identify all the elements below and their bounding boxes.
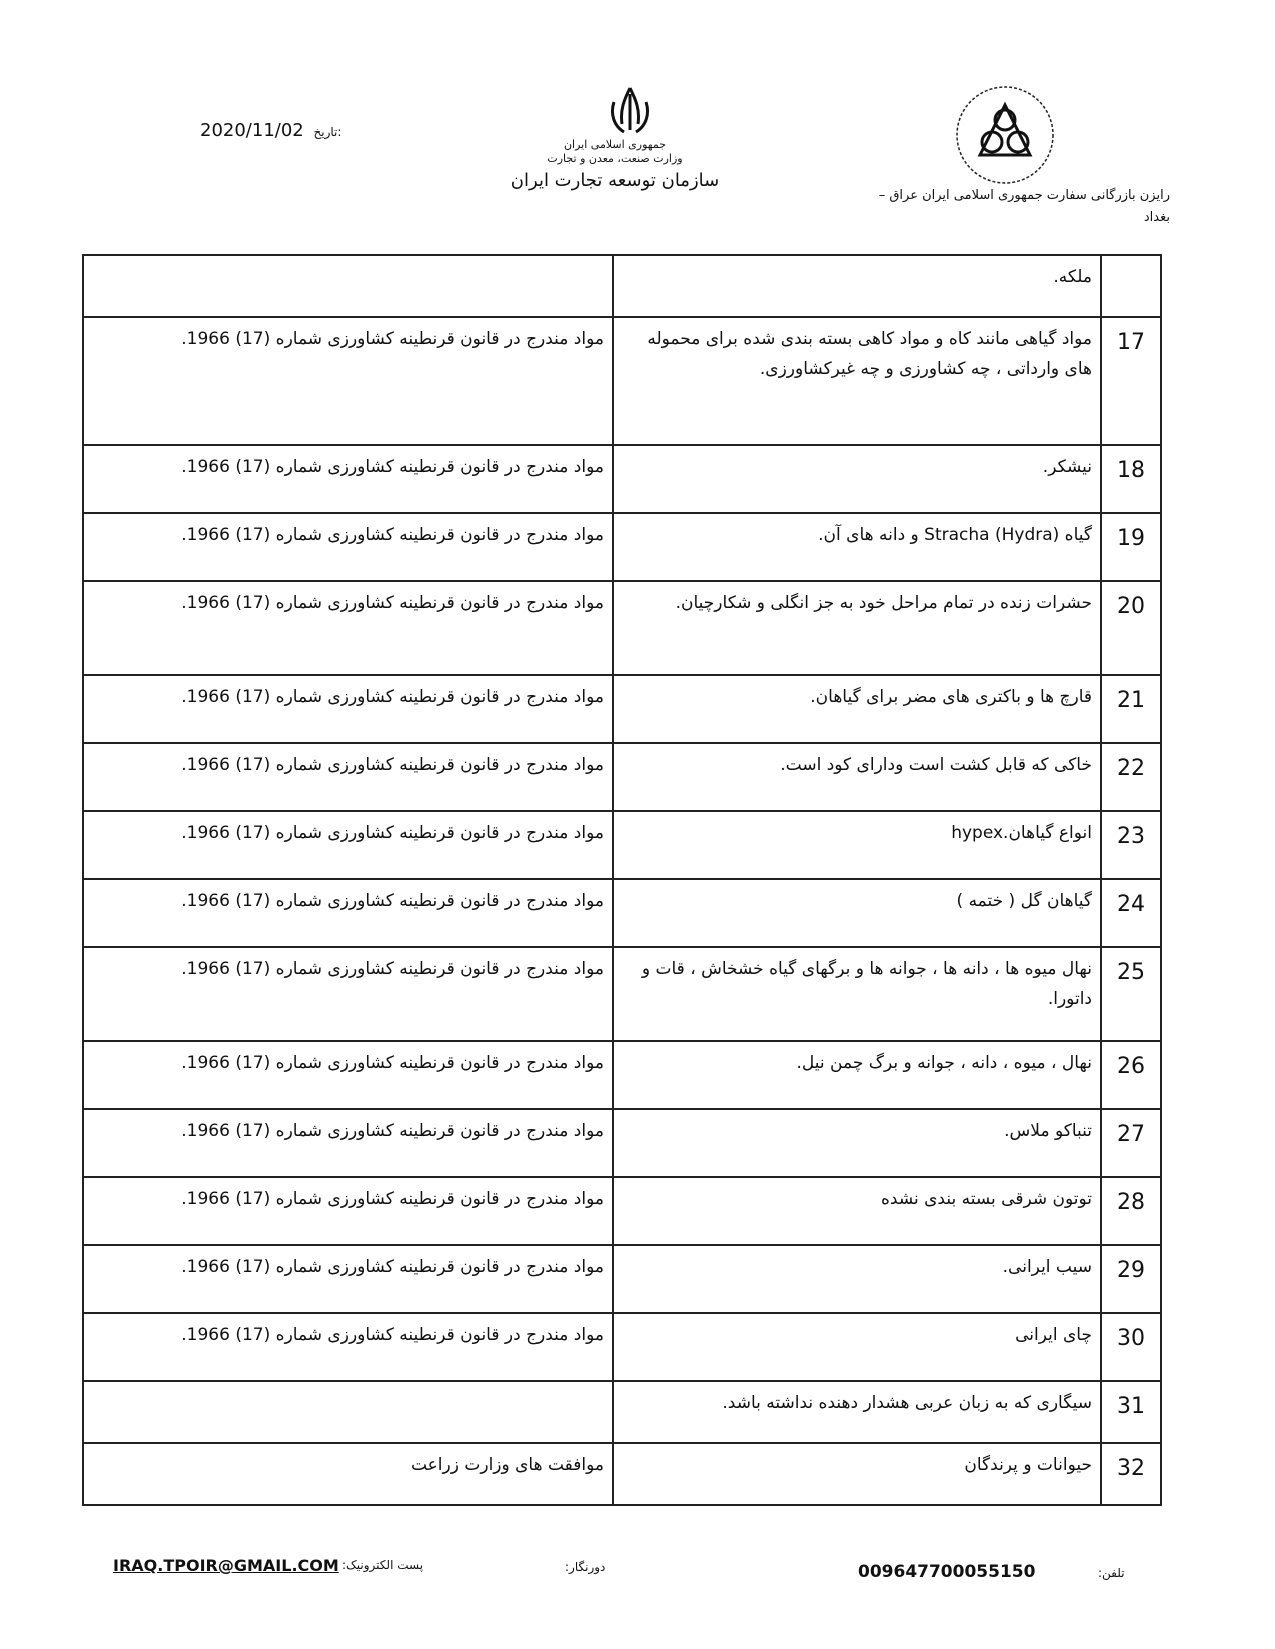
row-description: سیب ایرانی.: [613, 1245, 1101, 1313]
row-number: 17: [1101, 317, 1161, 445]
gov-line-1: جمهوری اسلامی ایران: [563, 138, 667, 151]
table-row: [83, 1381, 1161, 1443]
prohibited-items-table: [82, 254, 1162, 1506]
row-description: انواع گیاهان.hypex: [613, 811, 1101, 879]
row-number: 19: [1101, 513, 1161, 581]
row-regulation: مواد مندرج در قانون قرنطینه کشاورزی شماره (17) 1966.: [83, 947, 613, 1041]
row-number: 26: [1101, 1041, 1161, 1109]
row-regulation: مواد مندرج در قانون قرنطینه کشاورزی شماره (17) 1966.: [83, 1109, 613, 1177]
table-row: [83, 1177, 1161, 1245]
row-regulation: مواد مندرج در قانون قرنطینه کشاورزی شماره (17) 1966.: [83, 1313, 613, 1381]
row-regulation: مواد مندرج در قانون قرنطینه کشاورزی شماره (17) 1966.: [83, 445, 613, 513]
row-regulation: مواد مندرج در قانون قرنطینه کشاورزی شماره (17) 1966.: [83, 1177, 613, 1245]
row-regulation: مواد مندرج در قانون قرنطینه کشاورزی شماره (17) 1966.: [83, 811, 613, 879]
row-number: [1101, 255, 1161, 317]
row-number: 30: [1101, 1313, 1161, 1381]
phone-label: تلفن:: [1098, 1566, 1125, 1580]
row-number: 20: [1101, 581, 1161, 675]
row-number: 21: [1101, 675, 1161, 743]
fax-label: دورنگار:: [565, 1560, 606, 1574]
row-number: 31: [1101, 1381, 1161, 1443]
row-description: حشرات زنده در تمام مراحل خود به جز انگلی و شکارچیان.: [613, 581, 1101, 675]
row-description: تنباکو ملاس.: [613, 1109, 1101, 1177]
row-description: گیاه Stracha (Hydra) و دانه های آن.: [613, 513, 1101, 581]
table-row: [83, 811, 1161, 879]
row-description: سیگاری که به زبان عربی هشدار دهنده نداشته باشد.: [613, 1381, 1101, 1443]
date-label: تاریخ:: [313, 125, 342, 139]
row-regulation: موافقت های وزارت زراعت: [83, 1443, 613, 1505]
row-regulation: مواد مندرج در قانون قرنطینه کشاورزی شماره (17) 1966.: [83, 317, 613, 445]
table-row: [83, 1109, 1161, 1177]
row-regulation: مواد مندرج در قانون قرنطینه کشاورزی شماره (17) 1966.: [83, 1041, 613, 1109]
row-description: حیوانات و پرندگان: [613, 1443, 1101, 1505]
iran-emblem-icon: [600, 80, 660, 140]
row-regulation: [83, 1381, 613, 1443]
row-number: 24: [1101, 879, 1161, 947]
row-regulation: [83, 255, 613, 317]
row-description: قارچ ها و باکتری های مضر برای گیاهان.: [613, 675, 1101, 743]
row-description: نهال میوه ها ، دانه ها ، جوانه ها و برگهای گیاه خشخاش ، قات و داتورا.: [613, 947, 1101, 1041]
row-description: نهال ، میوه ، دانه ، جوانه و برگ چمن نیل.: [613, 1041, 1101, 1109]
phone-value: 009647700055150: [858, 1562, 1036, 1582]
row-number: 23: [1101, 811, 1161, 879]
date-block: [200, 120, 341, 141]
row-number: 28: [1101, 1177, 1161, 1245]
table-row: [83, 513, 1161, 581]
table-row: [83, 947, 1161, 1041]
trade-organization-logo-icon: [950, 80, 1060, 190]
row-number: 25: [1101, 947, 1161, 1041]
row-regulation: مواد مندرج در قانون قرنطینه کشاورزی شماره (17) 1966.: [83, 879, 613, 947]
organization-name: سازمان توسعه تجارت ایران: [510, 170, 720, 191]
office-line-2: بغداد: [1143, 210, 1170, 225]
office-line-1: رایزن بازرگانی سفارت جمهوری اسلامی ایران عراق –: [878, 188, 1170, 203]
row-description: نیشکر.: [613, 445, 1101, 513]
row-description: توتون شرقی بسته بندی نشده: [613, 1177, 1101, 1245]
row-description: چای ایرانی: [613, 1313, 1101, 1381]
row-regulation: مواد مندرج در قانون قرنطینه کشاورزی شماره (17) 1966.: [83, 581, 613, 675]
row-description: گیاهان گل ( ختمه ): [613, 879, 1101, 947]
table-row: [83, 255, 1161, 317]
row-number: 22: [1101, 743, 1161, 811]
table-row: [83, 675, 1161, 743]
table-row: [83, 879, 1161, 947]
email-link[interactable]: IRAQ.TPOIR@GMAIL.COM: [113, 1556, 339, 1575]
row-regulation: مواد مندرج در قانون قرنطینه کشاورزی شماره (17) 1966.: [83, 1245, 613, 1313]
gov-line-2: وزارت صنعت، معدن و تجارت: [547, 152, 683, 165]
table-row: [83, 317, 1161, 445]
row-description: خاکی که قابل کشت است ودارای کود است.: [613, 743, 1101, 811]
row-number: 27: [1101, 1109, 1161, 1177]
government-lines: [520, 138, 710, 166]
office-name: [790, 185, 1170, 229]
row-description: مواد گیاهی مانند کاه و مواد کاهی بسته بندی شده برای محموله های وارداتی ، چه کشاورزی و چه غیرکشاورزی.: [613, 317, 1101, 445]
table-row: [83, 743, 1161, 811]
row-description: ملکه.: [613, 255, 1101, 317]
table-row: [83, 581, 1161, 675]
table-row: [83, 1443, 1161, 1505]
row-number: 32: [1101, 1443, 1161, 1505]
row-regulation: مواد مندرج در قانون قرنطینه کشاورزی شماره (17) 1966.: [83, 743, 613, 811]
table-row: [83, 1245, 1161, 1313]
row-regulation: مواد مندرج در قانون قرنطینه کشاورزی شماره (17) 1966.: [83, 675, 613, 743]
table-row: [83, 445, 1161, 513]
row-number: 29: [1101, 1245, 1161, 1313]
table-row: [83, 1041, 1161, 1109]
email-label: پست الکترونیک:: [342, 1558, 424, 1572]
row-regulation: مواد مندرج در قانون قرنطینه کشاورزی شماره (17) 1966.: [83, 513, 613, 581]
row-number: 18: [1101, 445, 1161, 513]
date-value: 2020/11/02: [200, 120, 304, 141]
table-row: [83, 1313, 1161, 1381]
